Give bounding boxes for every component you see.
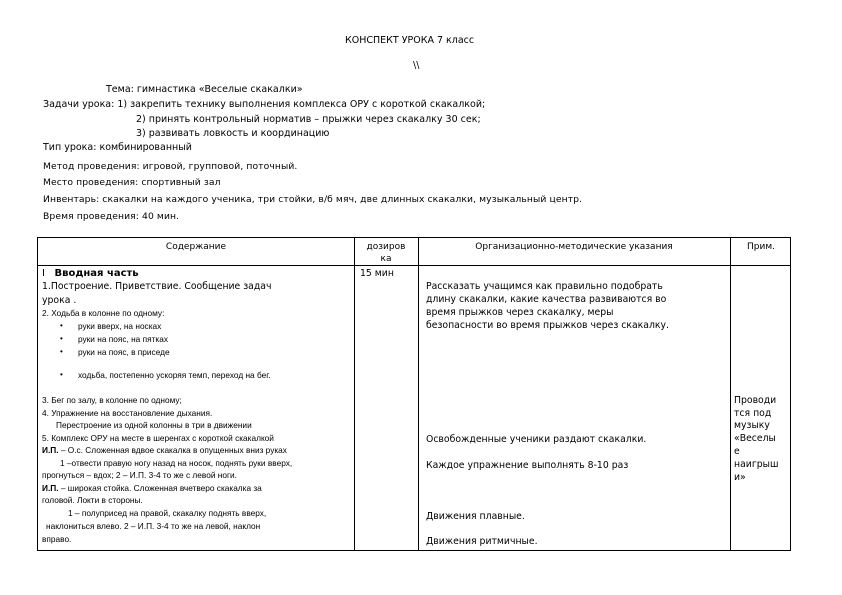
lesson-task-3: 3) развивать ловкость и координацию <box>136 128 330 139</box>
header-org: Организационно-методические указания <box>475 242 673 252</box>
note-line: Проводи <box>734 395 777 406</box>
header-note: Прим. <box>747 242 775 252</box>
lesson-table <box>37 237 791 551</box>
content-item-5: 5. Комплекс ОРУ на месте в шеренгах с короткой скакалкой <box>42 433 274 443</box>
page-title: КОНСПЕКТ УРОКА 7 класс <box>345 35 475 46</box>
exercise-1-label: И.П. <box>42 445 59 455</box>
exercise-1-text: – О.с. Сложенная вдвое скакалка в опущенных вниз руках <box>58 445 287 455</box>
header-dose-line1: дозиров <box>366 242 406 252</box>
exercise-1 <box>42 445 287 456</box>
exercise-2-text: – широкая стойка. Сложенная вчетверо скакалка за <box>58 483 262 493</box>
list-item: • руки на пояс, на пятках <box>78 334 168 345</box>
lesson-place: Место проведения: спортивный зал <box>43 177 221 188</box>
exercise-1b: 1 –отвести правую ногу назад на носок, поднять руки вверх, <box>60 458 293 468</box>
header-mark: \\ <box>413 60 420 71</box>
exercise-2 <box>42 483 262 494</box>
org-text-1c: время прыжков через скакалку, меры <box>426 307 614 318</box>
header-content: Содержание <box>165 242 227 252</box>
column-divider <box>418 238 419 550</box>
content-item-3: 3. Бег по залу, в колонне по одному; <box>42 395 182 405</box>
org-text-2: Освобожденные ученики раздают скакалки. <box>426 434 647 445</box>
exercise-2-label: И.П. <box>42 483 59 493</box>
note-line: наигрыш <box>734 459 779 470</box>
lesson-time: Время проведения: 40 мин. <box>43 211 180 222</box>
lesson-inventory: Инвентарь: скакалки на каждого ученика, три стойки, в/б мяч, две длинных скакалки, музыкальный центр. <box>43 194 583 205</box>
list-item: • руки на пояс, в приседе <box>78 347 170 358</box>
lesson-topic: Тема: гимнастика «Веселые скакалки» <box>106 84 303 95</box>
dose-value: 15 мин <box>360 268 394 279</box>
list-item: • ходьба, постепенно ускоряя темп, переход на бег. <box>78 370 271 381</box>
org-text-1d: безопасности во время прыжков через скакалку. <box>426 320 669 331</box>
lesson-type: Тип урока: комбинированный <box>43 142 192 153</box>
note-line: е <box>734 446 740 457</box>
section-number: I <box>42 268 45 279</box>
exercise-1c: прогнуться – вдох; 2 – И.П. 3-4 то же с левой ноги. <box>42 470 237 480</box>
content-item-1a: 1.Построение. Приветствие. Сообщение задач <box>42 281 272 292</box>
org-text-3: Каждое упражнение выполнять 8-10 раз <box>426 460 629 471</box>
note-line: «Веселы <box>734 433 776 444</box>
exercise-2c: 1 – полуприсед на правой, скакалку поднять вверх, <box>68 508 267 518</box>
note-line: и» <box>734 472 746 483</box>
org-text-4: Движения плавные. <box>426 511 525 522</box>
note-line: музыку <box>734 420 770 431</box>
content-item-1b: урока . <box>42 295 77 306</box>
lesson-task-2: 2) принять контрольный норматив – прыжки через скакалку 30 сек; <box>136 114 481 125</box>
header-dose-line2: ка <box>380 254 392 264</box>
lesson-method: Метод проведения: игровой, групповой, поточный. <box>43 161 298 172</box>
content-item-4b: Перестроение из одной колонны в три в движении <box>56 420 252 430</box>
exercise-2e: вправо. <box>42 534 72 544</box>
lesson-tasks: Задачи урока: 1) закрепить технику выполнения комплекса ОРУ с короткой скакалкой; <box>43 99 486 110</box>
list-item: • руки вверх, на носках <box>78 321 161 332</box>
content-item-4: 4. Упражнение на восстановление дыхания. <box>42 408 213 418</box>
column-divider <box>730 238 731 550</box>
section-title: Вводная часть <box>54 268 139 279</box>
exercise-2d: наклониться влево. 2 – И.П. 3-4 то же на левой, наклон <box>46 521 261 531</box>
org-text-5: Движения ритмичные. <box>426 536 538 547</box>
column-divider <box>354 238 355 550</box>
org-text-1b: длину скакалки, какие качества развиваются во <box>426 294 667 305</box>
content-item-2: 2. Ходьба в колонне по одному: <box>42 308 165 318</box>
header-dose <box>354 241 418 265</box>
section-heading <box>42 268 139 279</box>
exercise-2b: головой. Локти в стороны. <box>42 495 143 505</box>
note-line: тся под <box>734 408 772 419</box>
org-text-1a: Рассказать учащимся как правильно подобрать <box>426 281 663 292</box>
